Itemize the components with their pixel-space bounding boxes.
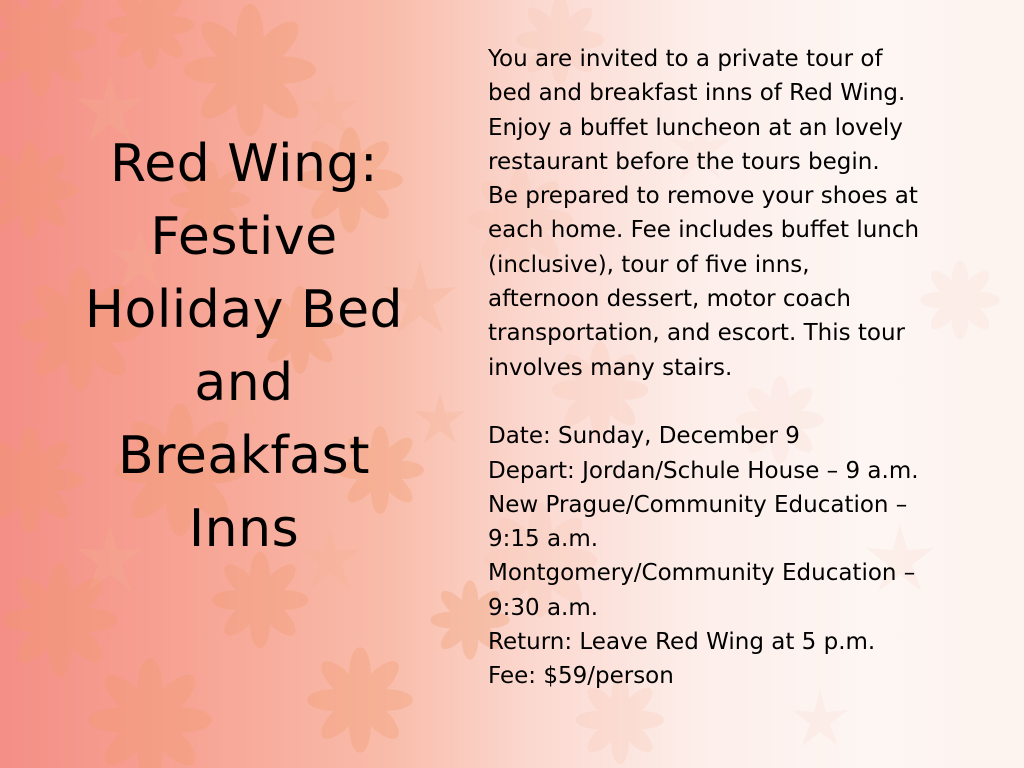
tour-details [488, 419, 998, 693]
detail-pickup-time: 9:30 a.m. [488, 594, 599, 621]
description-line: Enjoy a buffet luncheon at an lovely [488, 114, 903, 141]
title-line: and [194, 353, 294, 413]
slide-body [488, 42, 998, 694]
description-line: bed and breakfast inns of Red Wing. [488, 80, 906, 107]
detail-date: Date: Sunday, December 9 [488, 423, 800, 450]
title-line: Red Wing: [109, 134, 379, 194]
description-line: transportation, and escort. This tour [488, 320, 906, 347]
description-line: restaurant before the tours begin. [488, 148, 880, 175]
title-line: Holiday Bed [84, 280, 404, 340]
detail-depart: Depart: Jordan/Schule House – 9 a.m. [488, 457, 919, 484]
description-line: Be prepared to remove your shoes at [488, 183, 918, 210]
title-line: Festive [150, 207, 338, 267]
tour-description [488, 42, 998, 385]
detail-return: Return: Leave Red Wing at 5 p.m. [488, 629, 876, 656]
detail-pickup-time: 9:15 a.m. [488, 526, 599, 553]
description-line: afternoon dessert, motor coach [488, 286, 851, 313]
detail-pickup: Montgomery/Community Education – [488, 560, 916, 587]
description-line: (inclusive), tour of five inns, [488, 251, 810, 278]
description-line: involves many stairs. [488, 354, 733, 381]
paragraph-spacer [488, 385, 998, 419]
slide-title [60, 128, 428, 566]
title-line: Inns [188, 499, 300, 559]
title-line: Breakfast [117, 426, 371, 486]
description-line: each home. Fee includes buffet lunch [488, 217, 920, 244]
description-line: You are invited to a private tour of [488, 46, 883, 72]
detail-fee: Fee: $59/person [488, 663, 674, 690]
detail-pickup: New Prague/Community Education – [488, 491, 908, 518]
